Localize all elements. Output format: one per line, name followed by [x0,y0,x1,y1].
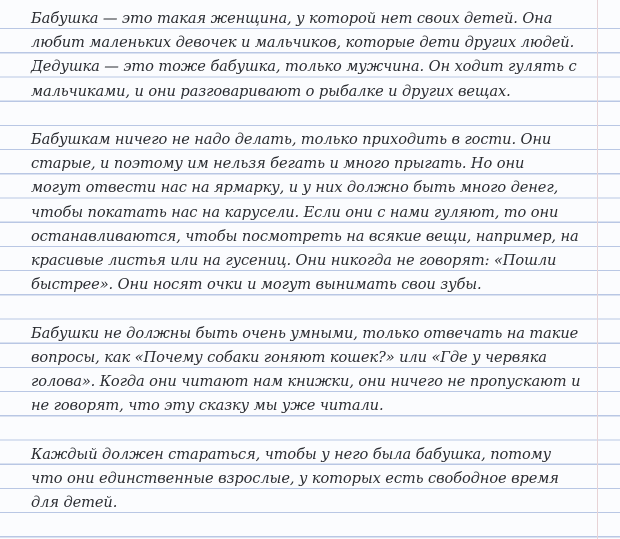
text-line: голова». Когда они читают нам книжки, они ничего не пропускают и [31,373,581,391]
text-line: что они единственные взрослые, у которых есть свободное время [31,469,559,487]
text-line: мальчиками, и они разговаривают о рыбалке и других вещах. [31,82,511,100]
paragraph-1 [31,7,606,104]
text-line: Каждый должен стараться, чтобы у него была бабушка, потому [31,445,552,463]
paragraph-2 [31,128,606,297]
text-line: Бабушка — это такая женщина, у которой нет своих детей. Она [31,10,553,27]
text-line: любит маленьких девочек и мальчиков, которые дети других людей. [31,34,575,52]
text-line: Дедушка — это тоже бабушка, только мужчина. Он ходит гулять с [31,58,577,76]
text-line: Бабушкам ничего не надо делать, только приходить в гости. Они [31,131,552,148]
text-line: Бабушки не должны быть очень умными, только отвечать на такие [31,324,579,342]
text-line: останавливаются, чтобы посмотреть на всякие вещи, например, на [31,227,579,245]
text-line: красивые листья или на гусениц. Они никогда не говорят: «Пошли [31,252,557,270]
text-line: могут отвести нас на ярмарку, и у них должно быть много денег, [31,179,559,197]
text-line: старые, и поэтому им нельзя бегать и много прыгать. Но они [31,155,525,173]
text-line: не говорят, что эту сказку мы уже читали. [31,397,384,415]
text-line: вопросы, как «Почему собаки гоняют кошек?» или «Где у червяка [31,348,547,366]
text-line: быстрее». Они носят очки и могут вынимать свои зубы. [31,276,482,294]
text-line: чтобы покатать нас на карусели. Если они с нами гуляют, то они [31,203,559,221]
paragraph-4 [31,443,606,516]
text-line: для детей. [31,494,118,512]
paragraph-3 [31,322,606,419]
